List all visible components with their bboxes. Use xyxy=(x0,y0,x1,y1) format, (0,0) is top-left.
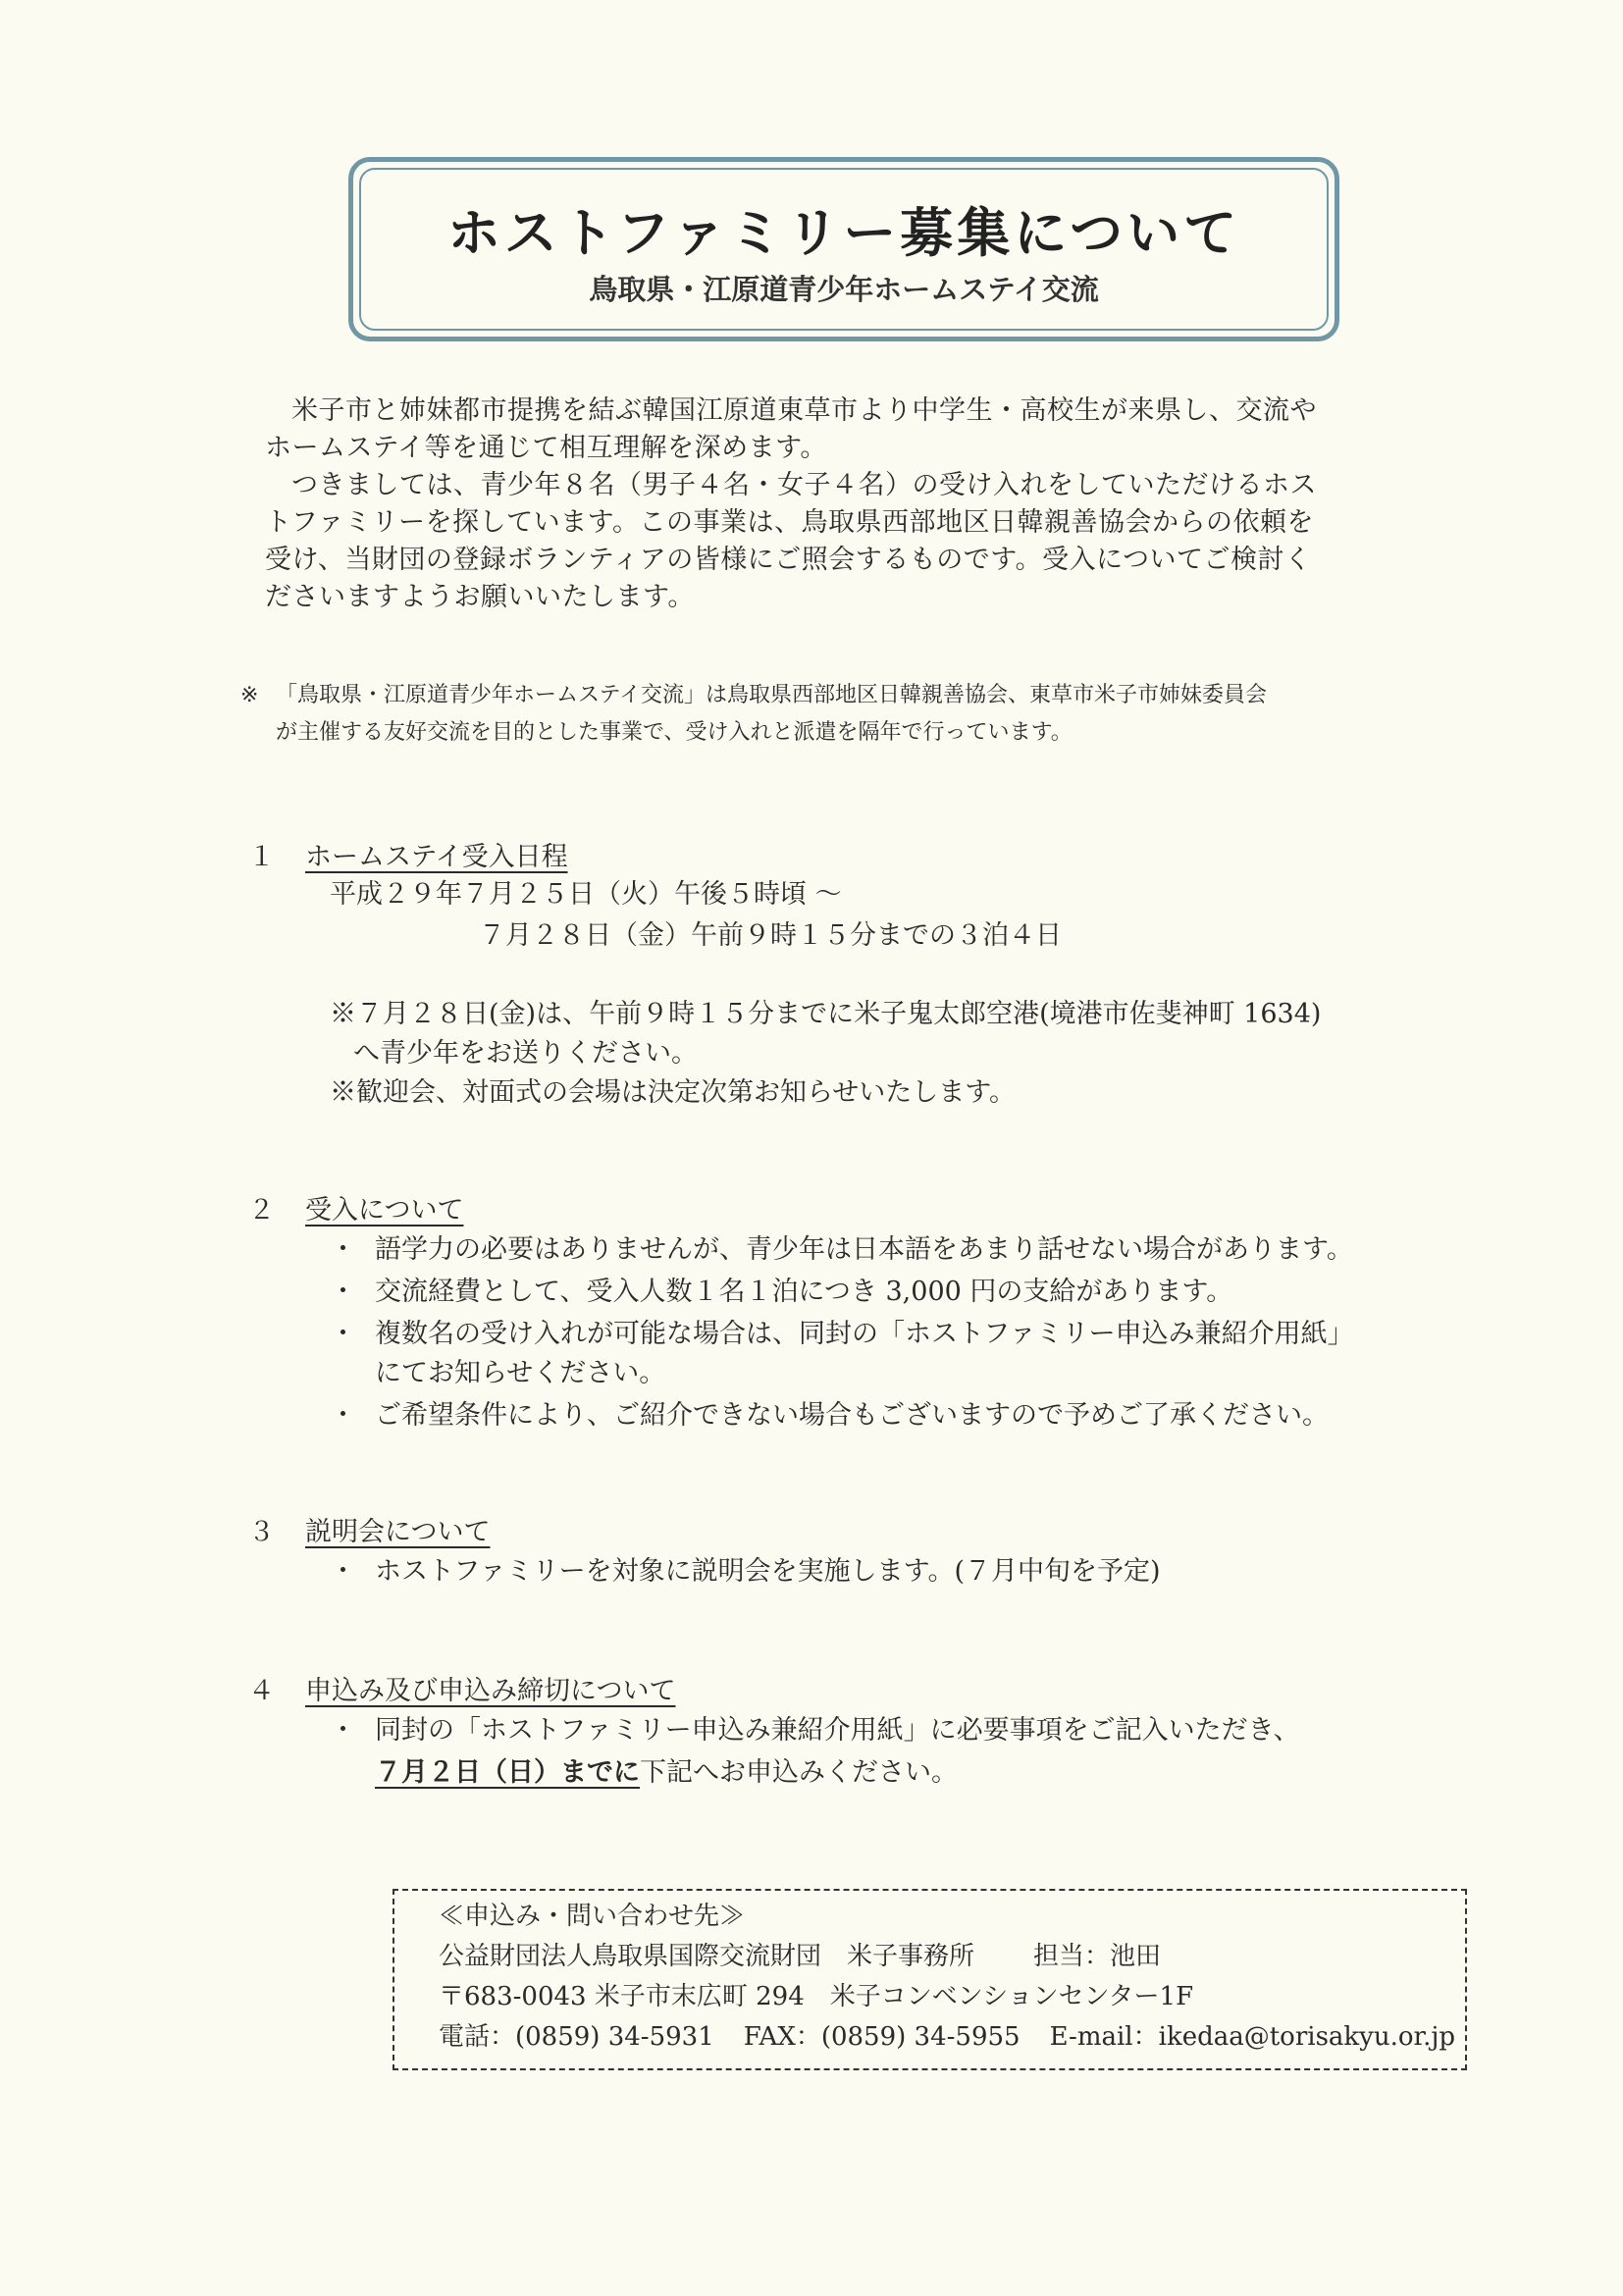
contact-fax: FAX：(0859) 34-5955 xyxy=(743,2022,1021,2052)
intro-line: 米子市と姉妹都市提携を結ぶ韓国江原道東草市より中学生・高校生が来県し、交流や xyxy=(291,395,1317,426)
section-4-heading xyxy=(240,1673,675,1710)
contact-person: 担当：池田 xyxy=(1033,1942,1162,1971)
contact-title: ≪申込み・問い合わせ先≫ xyxy=(439,1902,746,1931)
list-item xyxy=(330,1397,1329,1435)
schedule-start: 平成２９年７月２５日（火）午後５時頃 ～ xyxy=(330,879,842,910)
contact-email[interactable]: E-mail：ikedaa@torisakyu.or.jp xyxy=(1049,2022,1456,2052)
page-title: ホストファミリー募集について xyxy=(446,202,1241,264)
note-line-1: 「鳥取県・江原道青少年ホームステイ交流」は鳥取県西部地区日韓親善協会、東草市米子市姉妹委員会 xyxy=(276,683,1268,707)
list-item-continuation: にてお知らせください。 xyxy=(375,1358,666,1388)
section-3-title: 説明会について xyxy=(305,1517,491,1547)
list-item xyxy=(330,1712,1300,1749)
bullet: ・ xyxy=(330,1234,356,1265)
bullet: ・ xyxy=(330,1319,356,1349)
section-2-number: ２ xyxy=(248,1195,275,1226)
list-item-text: 複数名の受け入れが可能な場合は、同封の「ホストファミリー申込み兼紹介用紙」 xyxy=(375,1319,1354,1349)
list-item-text: 同封の「ホストファミリー申込み兼紹介用紙」に必要事項をご記入いただき、 xyxy=(375,1715,1300,1746)
intro-line: ださいますようお願いいたします。 xyxy=(265,582,695,612)
intro-line: トファミリーを探しています。この事業は、鳥取県西部地区日韓親善協会からの依頼を xyxy=(265,507,1314,538)
section-1-title: ホームステイ受入日程 xyxy=(305,842,568,872)
contact-phone-line xyxy=(439,2017,1465,2058)
contact-org-line xyxy=(439,1937,1465,1977)
section-2-heading xyxy=(240,1192,463,1229)
intro-line: つきましては、青少年８名（男子４名・女子４名）の受け入れをしていただけるホス xyxy=(291,470,1317,500)
note-block xyxy=(240,677,1398,752)
section-1-number: １ xyxy=(248,842,275,872)
page-subtitle: 鳥取県・江原道青少年ホームステイ交流 xyxy=(589,273,1099,306)
section-3-heading xyxy=(240,1514,490,1551)
intro-line: ホームステイ等を通じて相互理解を深めます。 xyxy=(265,433,827,463)
section-4-title: 申込み及び申込み締切について xyxy=(305,1676,676,1706)
schedule-note-1-cont: へ青少年をお送りください。 xyxy=(353,1038,698,1069)
bullet: ・ xyxy=(330,1277,356,1307)
deadline-line xyxy=(375,1754,958,1792)
list-item xyxy=(330,1316,1354,1353)
section-3-number: ３ xyxy=(248,1517,275,1547)
list-item-text: 語学力の必要はありませんが、青少年は日本語をあまり話せない場合があります。 xyxy=(375,1234,1353,1265)
contact-box xyxy=(393,1889,1467,2070)
list-item xyxy=(330,1274,1232,1311)
intro-paragraph xyxy=(265,392,1393,616)
contact-org: 公益財団法人鳥取県国際交流財団 米子事務所 xyxy=(439,1942,975,1971)
bullet: ・ xyxy=(330,1400,356,1431)
bullet: ・ xyxy=(330,1715,356,1746)
schedule-end: ７月２８日（金）午前９時１５分までの３泊４日 xyxy=(479,920,1062,951)
note-mark: ※ xyxy=(240,683,259,707)
list-item xyxy=(330,1231,1353,1269)
list-item xyxy=(330,1553,1161,1591)
section-4-number: ４ xyxy=(248,1676,275,1706)
list-item-text: ホストファミリーを対象に説明会を実施します。(７月中旬を予定) xyxy=(375,1556,1161,1587)
list-item-text: ご希望条件により、ご紹介できない場合もございますので予めご了承ください。 xyxy=(375,1400,1329,1431)
schedule-note-2: ※歓迎会、対面式の会場は決定次第お知らせいたします。 xyxy=(330,1077,1017,1108)
contact-phone: 電話：(0859) 34-5931 xyxy=(439,2022,714,2052)
contact-address: 〒683-0043 米子市末広町 294 米子コンベンションセンター1F xyxy=(439,1982,1194,2011)
section-1-heading xyxy=(240,839,568,876)
deadline-rest: 下記へお申込みください。 xyxy=(640,1757,958,1788)
section-2-title: 受入について xyxy=(305,1195,464,1226)
bullet: ・ xyxy=(330,1556,356,1587)
intro-line: 受け、当財団の登録ボランティアの皆様にご照会するものです。受入についてご検討く xyxy=(265,545,1312,575)
schedule-note-1: ※７月２８日(金)は、午前９時１５分までに米子鬼太郎空港(境港市佐斐神町 1634) xyxy=(330,999,1322,1029)
list-item-text: 交流経費として、受入人数１名１泊につき 3,000 円の支給があります。 xyxy=(375,1277,1233,1307)
deadline-date: ７月２日（日）までに xyxy=(375,1757,640,1788)
title-box xyxy=(348,157,1339,341)
note-line-2: が主催する友好交流を目的とした事業で、受け入れと派遣を隔年で行っています。 xyxy=(276,720,1073,745)
